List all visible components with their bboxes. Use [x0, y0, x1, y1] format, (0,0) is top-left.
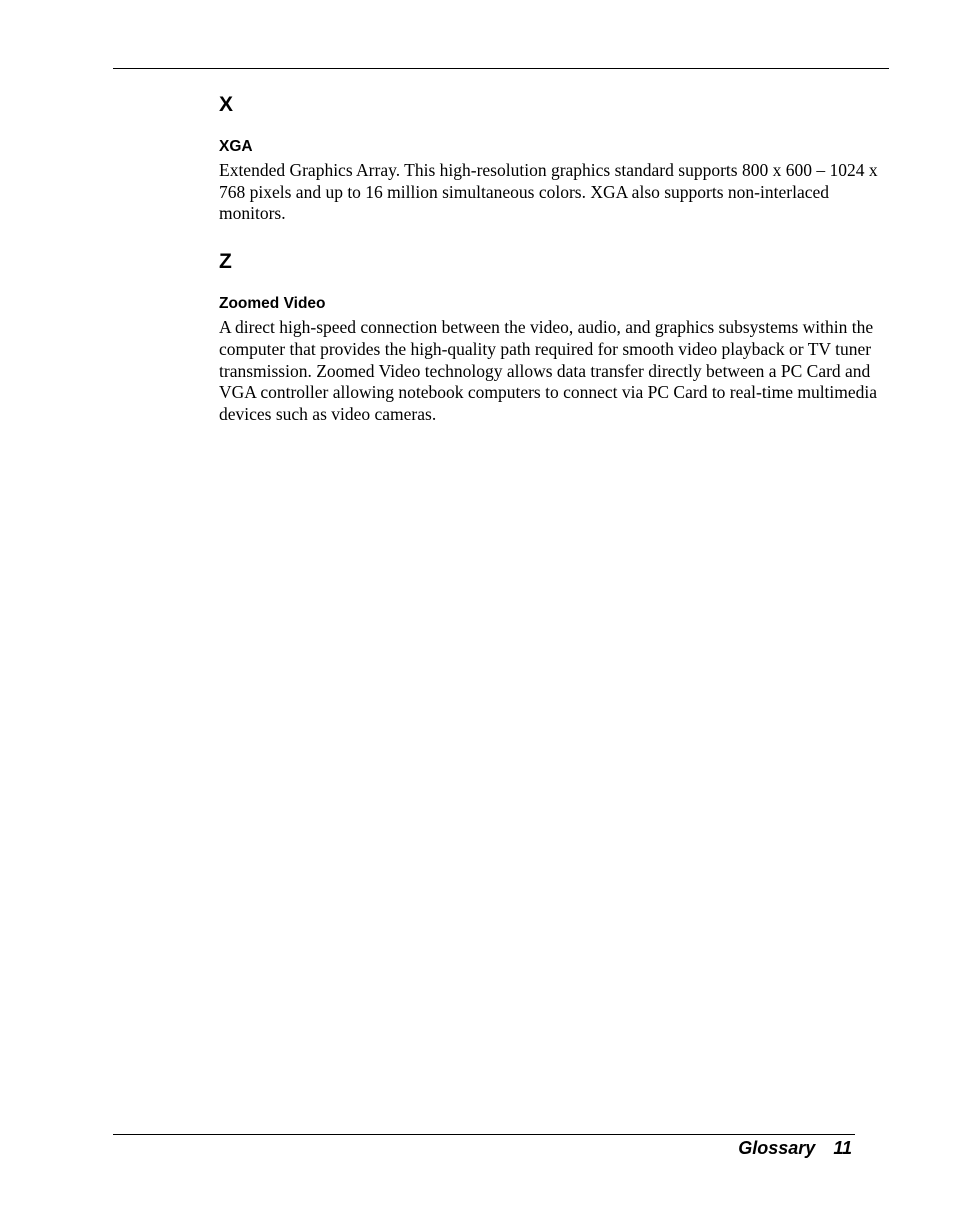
glossary-term-xga: XGA: [219, 138, 253, 155]
section-letter-x: X: [219, 93, 234, 116]
glossary-content: [219, 92, 887, 426]
glossary-definition-zoomed-video: A direct high-speed connection between the video, audio, and graphics subsystems within the computer that provides the high-quality path required for smooth video playback or TV tuner transmission. Zoomed Video technology allows data transfer directly between a PC Card and VGA controller allowing notebook computers to connect via PC Card to real-time multimedia devices such as video cameras.: [219, 317, 878, 424]
footer-rule: [113, 1134, 855, 1135]
section-letter-z: Z: [219, 250, 232, 274]
page-footer: [738, 1136, 852, 1160]
footer-section-title: Glossary: [738, 1138, 816, 1158]
glossary-section-z: [219, 249, 887, 426]
glossary-section-x: [219, 92, 887, 225]
glossary-term-zoomed-video: Zoomed Video: [219, 295, 326, 313]
page-number: 11: [833, 1138, 852, 1158]
glossary-definition-xga: Extended Graphics Array. This high-resolution graphics standard supports 800 x 600 – 1024 x 768 pixels and up to 16 million simultaneous colors. XGA also supports non-interlaced monitors.: [219, 160, 878, 224]
header-rule: [113, 68, 889, 69]
